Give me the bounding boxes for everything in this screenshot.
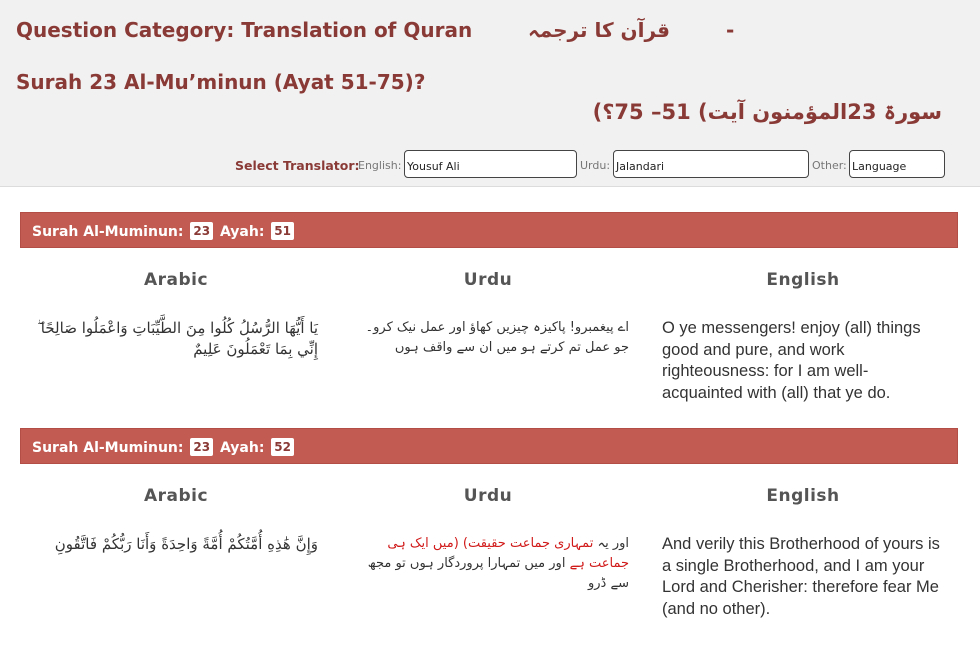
urdu-translation: اے پیغمبرو! پاکیزہ چیزیں کھاؤ اور عمل نیک کرو۔ جو عمل تم کرتے ہو میں ان سے واقف ہوں — [365, 320, 629, 355]
category-english: Question Category: Translation of Quran — [16, 18, 473, 42]
surah-label: Surah Al-Muminun: — [32, 224, 184, 240]
ayah-number-badge: 52 — [271, 438, 294, 456]
ayah-number-badge: 51 — [271, 222, 294, 240]
category-dash: - — [726, 18, 735, 42]
english-translator-select[interactable]: Yousuf Ali — [404, 150, 577, 178]
ayah-label: Ayah: — [219, 440, 265, 456]
surah-label: Surah Al-Muminun: — [32, 440, 184, 456]
column-heading-english: English — [766, 270, 840, 290]
other-language-select[interactable]: Language — [849, 150, 945, 178]
arabic-text: وَإِنَّ هَٰذِهِ أُمَّتُكُمْ أُمَّةً وَاحِدَةً وَأَنَا رَبُّكُمْ فَاتَّقُونِ — [54, 535, 318, 553]
other-label: Other: — [812, 159, 847, 172]
select-translator-label: Select Translator: — [235, 158, 360, 173]
urdu-text-tail: اور میں تمہارا پروردگار ہوں تو مجھ سے ڈرو — [367, 556, 629, 591]
column-heading-urdu: Urdu — [463, 270, 513, 290]
urdu-translator-select[interactable]: Jalandari — [613, 150, 809, 178]
english-translation: O ye messengers! enjoy (all) things good and pure, and work righteousness: for I am well-acquainted with (all) that ye do. — [662, 319, 921, 402]
ayah-label: Ayah: — [219, 224, 265, 240]
urdu-label: Urdu: — [580, 159, 611, 172]
question-category — [16, 18, 956, 42]
surah-title-urdu: سورۃ 23المؤمنون آیت) 51– 75؟) — [592, 100, 942, 124]
column-heading-english: English — [766, 486, 840, 506]
ayah-header-52 — [20, 428, 958, 464]
urdu-text-highlight: تمہاری جماعت حقیقت) (میں ایک ہی جماعت ہے — [387, 536, 629, 571]
urdu-translation — [347, 534, 629, 594]
urdu-text-lead: اور یہ — [597, 536, 629, 551]
page-header — [0, 0, 980, 187]
surah-title-english: Surah 23 Al-Mu’minun (Ayat 51-75)? — [16, 70, 426, 94]
arabic-text: يَا أَيُّهَا الرُّسُلُ كُلُوا مِنَ الطَّيِّبَاتِ وَاعْمَلُوا صَالِحًا ۖ إِنِّي بِمَا تَعْمَلُونَ عَلِيمٌ — [37, 319, 318, 358]
surah-number-badge: 23 — [190, 438, 213, 456]
column-heading-urdu: Urdu — [463, 486, 513, 506]
english-label: English: — [358, 159, 402, 172]
category-urdu: قرآن کا ترجمہ — [528, 18, 671, 42]
column-heading-arabic: Arabic — [143, 486, 209, 506]
column-heading-arabic: Arabic — [143, 270, 209, 290]
surah-number-badge: 23 — [190, 222, 213, 240]
english-translation: And verily this Brotherhood of yours is a single Brotherhood, and I am your Lord and Cherisher: therefore fear Me (and no other). — [662, 535, 940, 618]
ayah-header-51 — [20, 212, 958, 248]
translator-selector — [235, 150, 955, 180]
